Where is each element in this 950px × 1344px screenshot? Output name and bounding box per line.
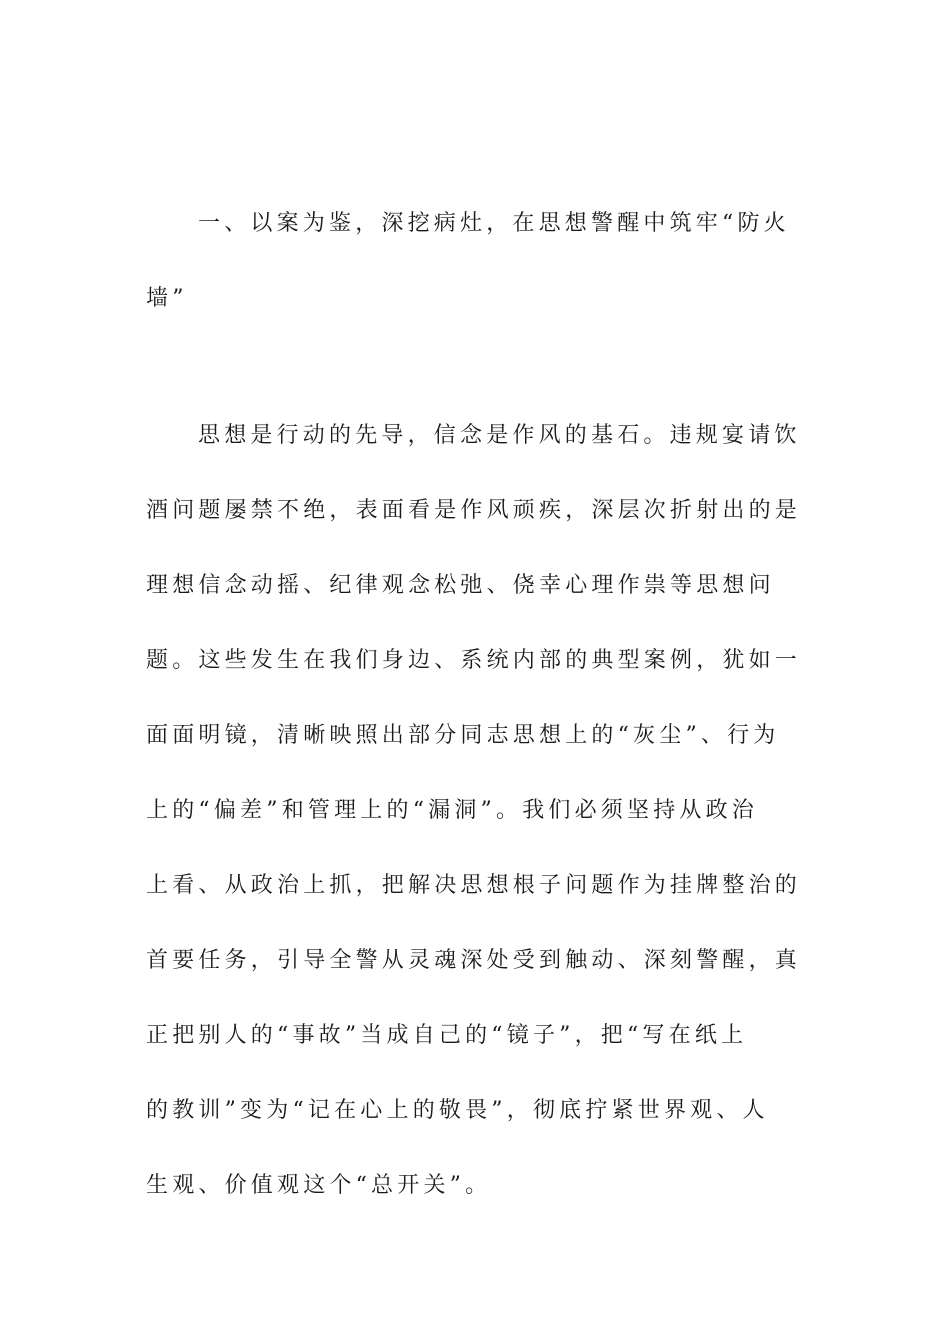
body-paragraph — [146, 398, 806, 1223]
paragraph-line: 首要任务，引导全警从灵魂深处受到触动、深刻警醒，真 — [146, 948, 802, 973]
paragraph-line: 的教训”变为“记在心上的敬畏”，彻底拧紧世界观、人 — [146, 1098, 769, 1123]
heading-line: 墙” — [146, 286, 188, 311]
paragraph-line: 正把别人的“事故”当成自己的“镜子”，把“写在纸上 — [146, 1023, 748, 1048]
document-content — [146, 186, 806, 1223]
heading-line: 一、以案为鉴，深挖病灶，在思想警醒中筑牢“防火 — [198, 211, 790, 236]
paragraph-line: 面面明镜，清晰映照出部分同志思想上的“灰尘”、行为 — [146, 723, 780, 748]
paragraph-line: 题。这些发生在我们身边、系统内部的典型案例，犹如一 — [146, 648, 802, 673]
paragraph-line: 酒问题屡禁不绝，表面看是作风顽疾，深层次折射出的是 — [146, 498, 802, 523]
paragraph-line: 思想是行动的先导，信念是作风的基石。违规宴请饮 — [198, 423, 801, 448]
paragraph-line: 理想信念动摇、纪律观念松弛、侥幸心理作祟等思想问 — [146, 573, 775, 598]
paragraph-line: 生观、价值观这个“总开关”。 — [146, 1173, 492, 1198]
section-heading — [146, 186, 806, 336]
paragraph-line: 上的“偏差”和管理上的“漏洞”。我们必须坚持从政治 — [146, 798, 758, 823]
paragraph-line: 上看、从政治上抓，把解决思想根子问题作为挂牌整治的 — [146, 873, 802, 898]
